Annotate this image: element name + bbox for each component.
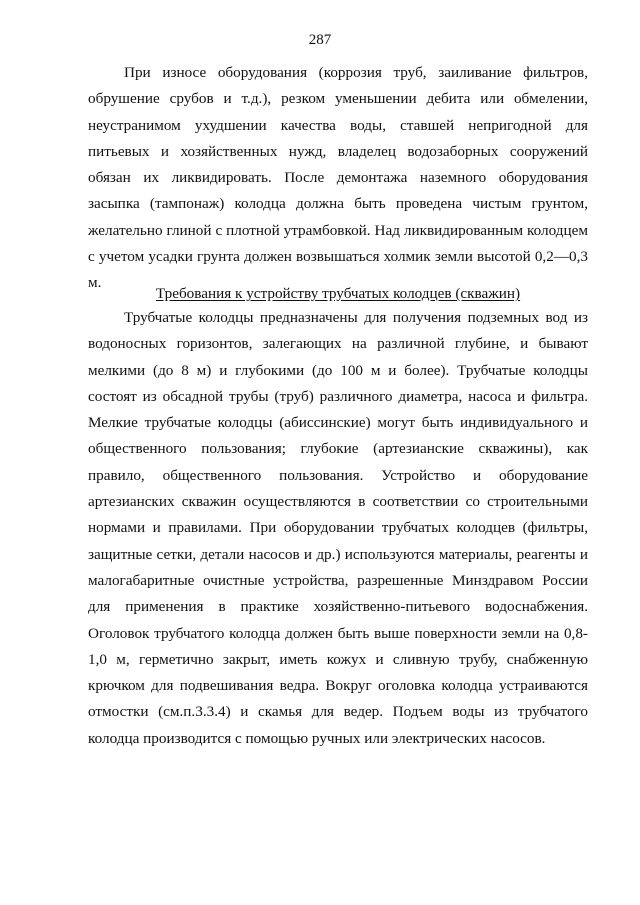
paragraph-text: При износе оборудования (коррозия труб, заиливание фильтров, обрушение срубов и т.д.), резком уменьшении дебита или обмелении, неустранимом ухудшении качества воды, ставшей непригодной для питьевых и хозяйственных нужд, владелец водозаборных сооружений обязан их ликвидировать. После демонтажа наземного оборудования засыпка (тампонаж) колодца должна быть проведена чистым грунтом, желательно глиной с плотной утрамбовкой. Над ликвидированным колодцем с учетом усадки грунта должен возвышаться холмик земли высотой 0,2—0,3 м. [88, 64, 588, 292]
paragraph-tube-wells [88, 305, 588, 752]
section-heading: Требования к устройству трубчатых колодцев (скважин) [155, 285, 521, 302]
paragraph-text: Трубчатые колодцы предназначены для получения подземных вод из водоносных горизонтов, залегающих на различной глубине, и бывают мелкими (до 8 м) и глубокими (до 100 м и более). Трубчатые колодцы состоят из обсадной трубы (труб) различного диаметра, насоса и фильтра. Мелкие трубчатые колодцы (абиссинские) могут быть индивидуального и общественного пользования; глубокие (артезианские скважины), как правило, общественного пользования. Устройство и оборудование артезианских скважин осуществляются в соответствии со строительными нормами и правилами. При оборудовании трубчатых колодцев (фильтры, защитные сетки, детали насосов и др.) используются материалы, реагенты и малогабаритные очистные устройства, разрешенные Минздравом России для применения в практике хозяйственно-питьевого водоснабжения. Оголовок трубчатого колодца должен быть выше поверхности земли на 0,8-1,0 м, герметично закрыт, иметь кожух и сливную трубу, снабженную крючком для подвешивания ведра. Вокруг оголовка колодца устраиваются отмостки (см.п.3.3.4) и скамья для ведер. Подъем воды из трубчатого колодца производится с помощью ручных или электрических насосов. [88, 309, 588, 747]
paragraph-well-decommissioning [88, 60, 588, 297]
page-number: 287 [308, 32, 332, 48]
